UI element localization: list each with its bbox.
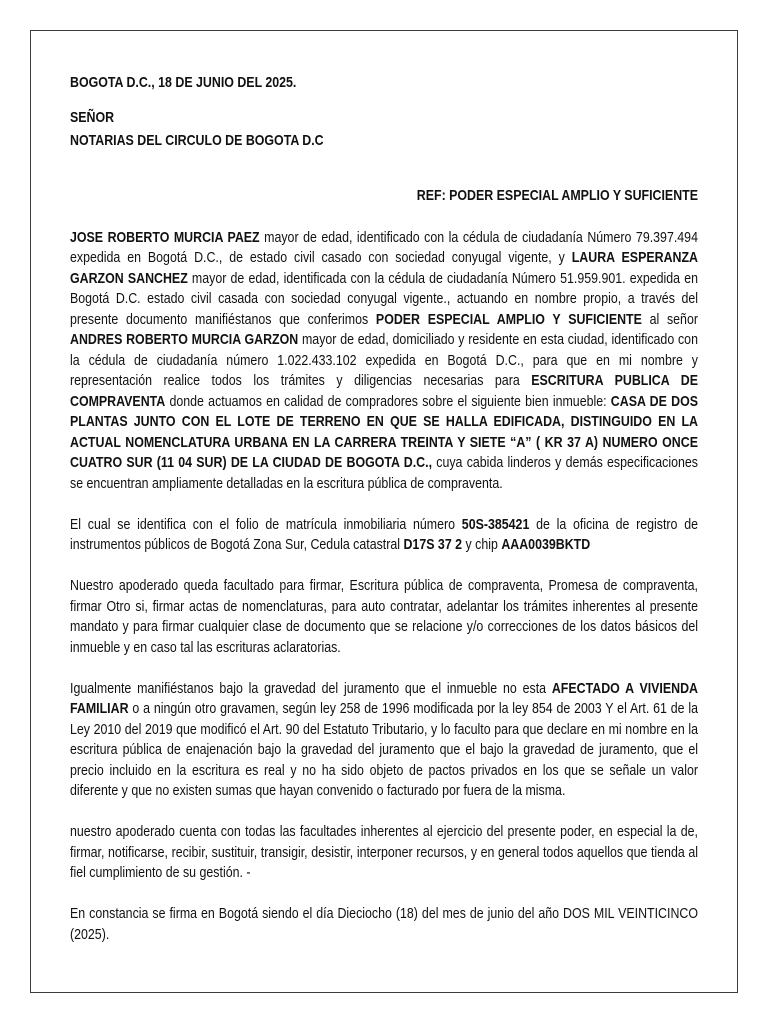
grantor-name-1: JOSE ROBERTO MURCIA PAEZ — [70, 228, 260, 246]
powers-paragraph — [70, 576, 698, 658]
folio-number: 50S-385421 — [461, 515, 530, 533]
paragraph-text: mayor de edad, domiciliado y residente en esta ciudad, identificado con la cédula de ciudadanía número 1.022.433.102 expedida en Bogotá D.C., para que en mi nombre y representación realice todos los trámites y diligencias necesarias para — [70, 331, 698, 389]
paragraph-text: mayor de edad, identificada con la cédula de ciudadanía Número 51.959.901. expedida en Bogotá D.C. estado civil casada con sociedad conyugal vigente., actuando en nombre propio, a través del presente documento manifiéstanos que conferimos — [70, 269, 698, 328]
addressee: NOTARIAS DEL CIRCULO DE BOGOTA D.C — [70, 131, 324, 149]
paragraph-text: nuestro apoderado cuenta con todas las facultades inherentes al ejercicio del presente poder, en especial la de, firmar, notificarse, recibir, sustituir, transigir, desistir, interponer recursos, y en general todos aquellos que tienda al fiel cumplimiento de su gestión. - — [70, 823, 698, 881]
date-line: BOGOTA D.C., 18 DE JUNIO DEL 2025. — [70, 74, 297, 91]
property-identification-paragraph — [70, 515, 698, 556]
paragraph-text: cuya cabida linderos y demás especificaciones se encuentran ampliamente detalladas en la escritura pública de compraventa. — [70, 454, 698, 492]
document-page — [30, 30, 738, 993]
faculties-paragraph — [70, 822, 698, 884]
reference-line: REF: PODER ESPECIAL AMPLIO Y SUFICIENTE — [416, 186, 698, 204]
chip-code: AAA0039BKTD — [501, 536, 591, 553]
attorney-name: ANDRES ROBERTO MURCIA GARZON — [70, 331, 299, 348]
paragraph-text: donde actuamos en calidad de compradores sobre el siguiente bien inmueble: — [165, 392, 611, 410]
paragraph-text: Igualmente manifiéstanos bajo la gravedad del juramento que el inmueble no esta — [70, 679, 552, 697]
deed-type: ESCRITURA PUBLICA DE COMPRAVENTA — [70, 372, 698, 410]
paragraph-text: al señor — [641, 310, 698, 328]
paragraph-text: de la oficina de registro de instrumentos públicos de Bogotá Zona Sur, Cedula catastral — [70, 515, 698, 553]
paragraph-text: Nuestro apoderado queda facultado para firmar, Escritura pública de compraventa, Promesa de compraventa, firmar Otro si, firmar actas de nomenclaturas, para auto contratar, adelantar los trámites inherentes al presente mandato y para firmar cualquier clase de documento que se relacione y/o correcciones de los datos básicos del inmueble y en caso tal las escrituras aclaratorias. — [70, 577, 698, 656]
paragraph-text: y chip — [462, 536, 502, 553]
power-type: PODER ESPECIAL AMPLIO Y SUFICIENTE — [375, 310, 642, 328]
paragraph-text: En constancia se firma en Bogotá siendo el día Dieciocho (18) del mes de junio del año DOS MIL VEINTICINCO (2025). — [70, 905, 698, 943]
grantor-name-2: LAURA ESPERANZA GARZON SANCHEZ — [70, 249, 698, 287]
paragraph-text: El cual se identifica con el folio de matrícula inmobiliaria número — [70, 515, 462, 533]
document-body — [70, 73, 698, 945]
paragraph-text: o a ningún otro gravamen, según ley 258 de 1996 modificada por la ley 854 de 2003 Y el Art. 61 de la Ley 2010 del 2019 que modificó el Art. 90 del Estatuto Tributario, y lo faculto para que declare en mi nombre en la escritura pública de enajenación bajo la gravedad del juramento que el bajo la gravedad de juramento, que el precio incluido en la escritura es real y no ha sido objeto de pactos privados en los que se señale un valor diferente y que no existen sumas que hayan convenido o facturado por fuera de la misma. — [70, 700, 698, 799]
salutation: SEÑOR — [70, 109, 115, 126]
paragraph-text: mayor de edad, identificado con la cédula de ciudadanía Número 79.397.494 expedida en Bogotá D.C., de estado civil casado con sociedad conyugal vigente, y — [70, 228, 698, 266]
cadastral-id: D17S 37 2 — [403, 536, 463, 553]
property-description: CASA DE DOS PLANTAS JUNTO CON EL LOTE DE TERRENO EN QUE SE HALLA EDIFICADA, DISTINGUIDO EN LA ACTUAL NOMENCLATURA URBANA EN LA CARRERA TREINTA Y SIETE “A” ( KR 37 A) NUMERO ONCE CUATRO SUR (11 04 SUR) DE LA CIUDAD DE BOGOTA D.C., — [70, 392, 699, 471]
sworn-declaration-paragraph — [70, 679, 698, 802]
family-housing-clause: AFECTADO A VIVIENDA FAMILIAR — [70, 679, 698, 717]
grant-of-power-paragraph — [70, 228, 698, 495]
closing-paragraph — [70, 904, 698, 945]
